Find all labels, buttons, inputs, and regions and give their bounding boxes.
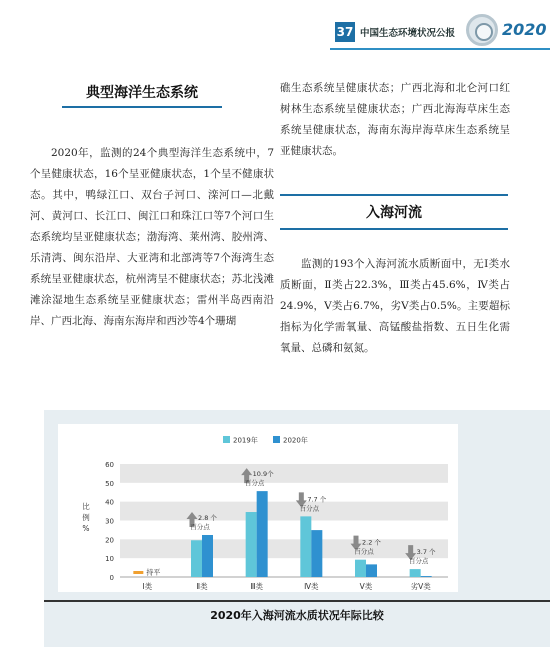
y-tick-label: 40	[105, 498, 114, 507]
grid-band	[120, 464, 448, 483]
caption-rule	[44, 600, 550, 602]
bar	[191, 540, 202, 577]
annotation-label: 3.7 个	[416, 548, 436, 557]
figure-caption: 2020年入海河流水质状况年际比较	[210, 609, 384, 622]
y-tick-label: 0	[109, 574, 114, 582]
bar-chart	[58, 424, 458, 592]
annotation-sublabel: 百分点	[354, 547, 374, 556]
annotation-label: 持平	[146, 568, 161, 577]
y-tick-label: 50	[105, 479, 114, 488]
section-heading-river	[280, 202, 508, 222]
x-tick-label: Ⅴ类	[359, 582, 373, 591]
x-tick-label: Ⅱ类	[196, 582, 208, 591]
page-header	[0, 0, 550, 60]
annotation-sublabel: 百分点	[244, 479, 265, 488]
bar	[366, 564, 377, 577]
legend-swatch	[273, 436, 280, 443]
bar	[311, 530, 322, 577]
y-axis-label-part: 比	[82, 502, 90, 511]
y-tick-label: 10	[105, 555, 114, 564]
annotation-sublabel: 百分点	[408, 557, 429, 566]
x-tick-label: Ⅲ类	[250, 582, 264, 591]
bar	[355, 560, 366, 577]
annotation-sublabel: 百分点	[190, 523, 210, 532]
annotation-sublabel: 百分点	[299, 504, 320, 513]
publication-title: 中国生态环境状况公报	[360, 28, 456, 39]
marine-paragraph: 2020年，监测的24个典型海洋生态系统中，7个呈健康状态，16个呈亚健康状态，1个呈不健康状态。其中，鸭绿江口、双台子河口、滦河口—北戴河、黄河口、长江口、闽江口和珠江口等7个河口生态系统均呈亚健康状态；渤海湾、莱州湾、胶州湾、乐清湾、闽东沿岸、大亚湾和北部湾等7个海湾生态系统呈亚健康状态，杭州湾呈不健康状态；苏北浅滩滩涂湿地生态系统呈亚健康状态；雷州半岛西南沿岸、广西北海、海南东海岸和西沙等4个珊瑚	[30, 147, 274, 327]
bar	[246, 512, 257, 577]
heading-underline	[280, 228, 508, 230]
chart-area	[58, 424, 458, 592]
annotation-label: 7.7 个	[307, 495, 327, 504]
grid-band	[120, 539, 448, 558]
heading-overline	[280, 194, 508, 196]
bar	[257, 491, 268, 577]
annotation-label: 2.8 个	[198, 514, 217, 523]
legend-label: 2020年	[283, 436, 308, 445]
section-heading-marine-text: 典型海洋生态系统	[86, 85, 198, 101]
bar	[202, 535, 213, 577]
page-number: 37	[335, 22, 355, 42]
river-paragraph: 监测的193个入海河流水质断面中，无Ⅰ类水质断面，Ⅱ类占22.3%，Ⅲ类占45.6%，Ⅳ类占24.9%，Ⅴ类占6.7%，劣Ⅴ类占0.5%。主要超标指标为化学需氧量、高锰酸盐指数、五日生化需氧量、总磷和氨氮。	[280, 258, 510, 354]
annotation-label: 2.2 个	[362, 538, 381, 547]
flat-marker-icon	[133, 571, 143, 574]
section-heading-river-text: 入海河流	[366, 205, 422, 221]
x-tick-label: Ⅳ类	[304, 582, 319, 591]
bar	[410, 569, 421, 577]
header-year: 2020	[502, 20, 547, 39]
header-rule	[330, 48, 550, 50]
legend-swatch	[223, 436, 230, 443]
bar	[300, 516, 311, 577]
legend-label: 2019年	[233, 436, 258, 445]
x-tick-label: 劣Ⅴ类	[410, 582, 431, 591]
y-axis-label-part: %	[82, 524, 90, 533]
header-emblem-icon	[466, 14, 498, 46]
x-tick-label: Ⅰ类	[142, 582, 153, 591]
y-tick-label: 30	[105, 517, 114, 526]
heading-underline	[62, 106, 222, 108]
y-tick-label: 60	[105, 461, 114, 469]
y-tick-label: 20	[105, 536, 114, 545]
y-axis-label-part: 例	[82, 513, 90, 522]
figure-panel	[44, 410, 550, 647]
annotation-label: 10.9个	[252, 470, 274, 479]
grid-band	[120, 502, 448, 521]
marine-paragraph-continuation: 礁生态系统呈健康状态；广西北海和北仑河口红树林生态系统呈健康状态；广西北海海草床生态系统呈健康状态，海南东海岸海草床生态系统呈亚健康状态。	[280, 82, 510, 157]
section-heading-marine	[62, 82, 222, 102]
bar	[421, 576, 432, 577]
